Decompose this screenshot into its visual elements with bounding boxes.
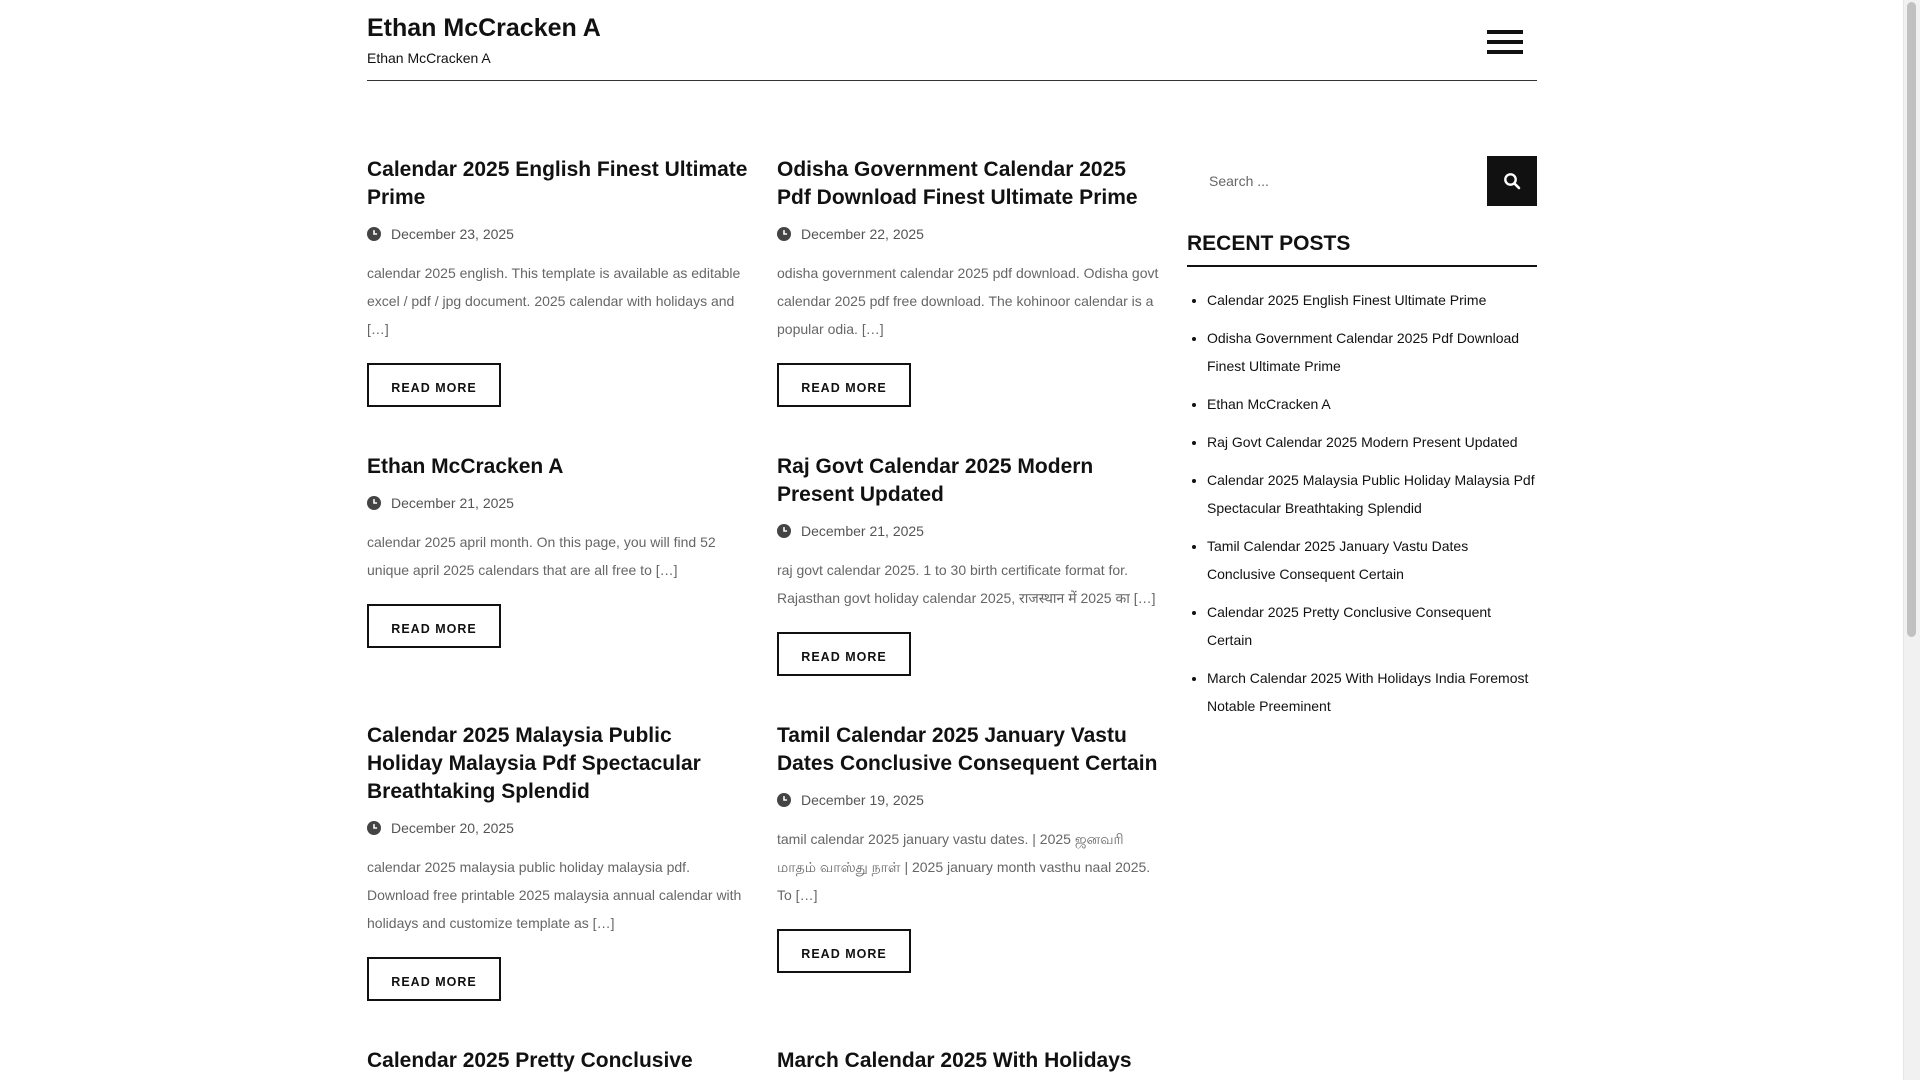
clock-icon	[777, 524, 791, 538]
recent-post-link[interactable]: Tamil Calendar 2025 January Vastu Dates Conclusive Consequent Certain	[1207, 538, 1469, 582]
post-title[interactable]: March Calendar 2025 With Holidays	[777, 1049, 1132, 1072]
clock-icon	[777, 793, 791, 807]
post-title[interactable]: Calendar 2025 Pretty Conclusive	[367, 1049, 693, 1072]
post-title[interactable]: Calendar 2025 English Finest Ultimate Prime	[367, 158, 748, 209]
clock-icon	[777, 227, 791, 241]
post-meta	[777, 789, 1162, 811]
post-card	[367, 156, 752, 407]
site-title[interactable]: Ethan McCracken A	[367, 14, 601, 42]
post-excerpt: raj govt calendar 2025. 1 to 30 birth certificate format for. Rajasthan govt holiday calendar 2025, राजस्थान में 2025 का […]	[777, 562, 1156, 606]
site-description: Ethan McCracken A	[367, 50, 491, 66]
post-meta	[777, 520, 1162, 542]
menu-bar	[1487, 50, 1523, 54]
recent-post-link[interactable]: March Calendar 2025 With Holidays India Foremost Notable Preeminent	[1207, 670, 1529, 714]
post-title[interactable]: Raj Govt Calendar 2025 Modern Present Updated	[777, 455, 1094, 506]
read-more-button[interactable]: READ MORE	[777, 632, 911, 676]
post-excerpt: calendar 2025 april month. On this page, you will find 52 unique april 2025 calendars that are all free to […]	[367, 534, 716, 578]
list-item	[1207, 664, 1539, 720]
search-icon	[1503, 172, 1521, 190]
list-item	[1207, 532, 1539, 588]
site-header	[367, 0, 1537, 81]
post-card	[777, 453, 1162, 676]
post-date[interactable]: December 21, 2025	[391, 495, 514, 511]
post-title[interactable]: Calendar 2025 Malaysia Public Holiday Malaysia Pdf Spectacular Breathtaking Splendid	[367, 724, 701, 803]
post-card	[777, 1047, 1162, 1075]
list-item	[1207, 598, 1539, 654]
post-title[interactable]: Odisha Government Calendar 2025 Pdf Download Finest Ultimate Prime	[777, 158, 1138, 209]
menu-bar	[1487, 40, 1523, 44]
list-item	[1207, 466, 1539, 522]
scrollbar-thumb[interactable]	[1907, 2, 1916, 637]
page-scrollbar[interactable]	[1903, 0, 1920, 1080]
post-excerpt: calendar 2025 malaysia public holiday malaysia pdf. Download free printable 2025 malaysia annual calendar with holidays and customize template as […]	[367, 859, 742, 931]
read-more-button[interactable]: READ MORE	[367, 363, 501, 407]
recent-post-link[interactable]: Ethan McCracken A	[1207, 396, 1331, 412]
clock-icon	[367, 496, 381, 510]
search-form	[1187, 156, 1537, 206]
post-date[interactable]: December 19, 2025	[801, 792, 924, 808]
post-excerpt: calendar 2025 english. This template is available as editable excel / pdf / jpg document. 2025 calendar with holidays and […]	[367, 265, 741, 337]
list-item	[1207, 324, 1539, 380]
post-card	[777, 722, 1162, 973]
post-excerpt: odisha government calendar 2025 pdf download. Odisha govt calendar 2025 pdf free download. The kohinoor calendar is a popular odia. […]	[777, 265, 1159, 337]
menu-bar	[1487, 30, 1523, 34]
recent-post-link[interactable]: Calendar 2025 English Finest Ultimate Prime	[1207, 292, 1487, 308]
read-more-button[interactable]: READ MORE	[367, 604, 501, 648]
read-more-button[interactable]: READ MORE	[777, 929, 911, 973]
post-date[interactable]: December 21, 2025	[801, 523, 924, 539]
list-item	[1207, 428, 1539, 456]
recent-posts-list	[1187, 286, 1539, 730]
hamburger-icon[interactable]	[1487, 29, 1523, 55]
search-input[interactable]	[1187, 156, 1487, 206]
post-date[interactable]: December 23, 2025	[391, 226, 514, 242]
post-card	[367, 453, 752, 648]
list-item	[1207, 286, 1539, 314]
post-title[interactable]: Tamil Calendar 2025 January Vastu Dates Conclusive Consequent Certain	[777, 724, 1158, 775]
recent-post-link[interactable]: Odisha Government Calendar 2025 Pdf Download Finest Ultimate Prime	[1207, 330, 1520, 374]
recent-post-link[interactable]: Calendar 2025 Malaysia Public Holiday Malaysia Pdf Spectacular Breathtaking Splendid	[1207, 472, 1535, 516]
post-card	[367, 722, 752, 1001]
read-more-button[interactable]: READ MORE	[367, 957, 501, 1001]
post-date[interactable]: December 20, 2025	[391, 820, 514, 836]
read-more-button[interactable]: READ MORE	[777, 363, 911, 407]
list-item	[1207, 390, 1539, 418]
post-card	[777, 156, 1162, 407]
post-excerpt: tamil calendar 2025 january vastu dates. | 2025 ஜனவரி மாதம் வாஸ்து நாள் | 2025 january month vasthu naal 2025. To […]	[777, 831, 1151, 903]
recent-post-link[interactable]: Raj Govt Calendar 2025 Modern Present Updated	[1207, 434, 1518, 450]
post-meta	[367, 492, 752, 514]
post-date[interactable]: December 22, 2025	[801, 226, 924, 242]
recent-post-link[interactable]: Calendar 2025 Pretty Conclusive Consequent Certain	[1207, 604, 1492, 648]
search-button[interactable]	[1487, 156, 1537, 206]
post-title[interactable]: Ethan McCracken A	[367, 455, 564, 478]
post-card	[367, 1047, 752, 1075]
post-meta	[777, 223, 1162, 245]
post-meta	[367, 817, 752, 839]
clock-icon	[367, 821, 381, 835]
clock-icon	[367, 227, 381, 241]
recent-posts-title: RECENT POSTS	[1187, 232, 1537, 267]
post-meta	[367, 223, 752, 245]
